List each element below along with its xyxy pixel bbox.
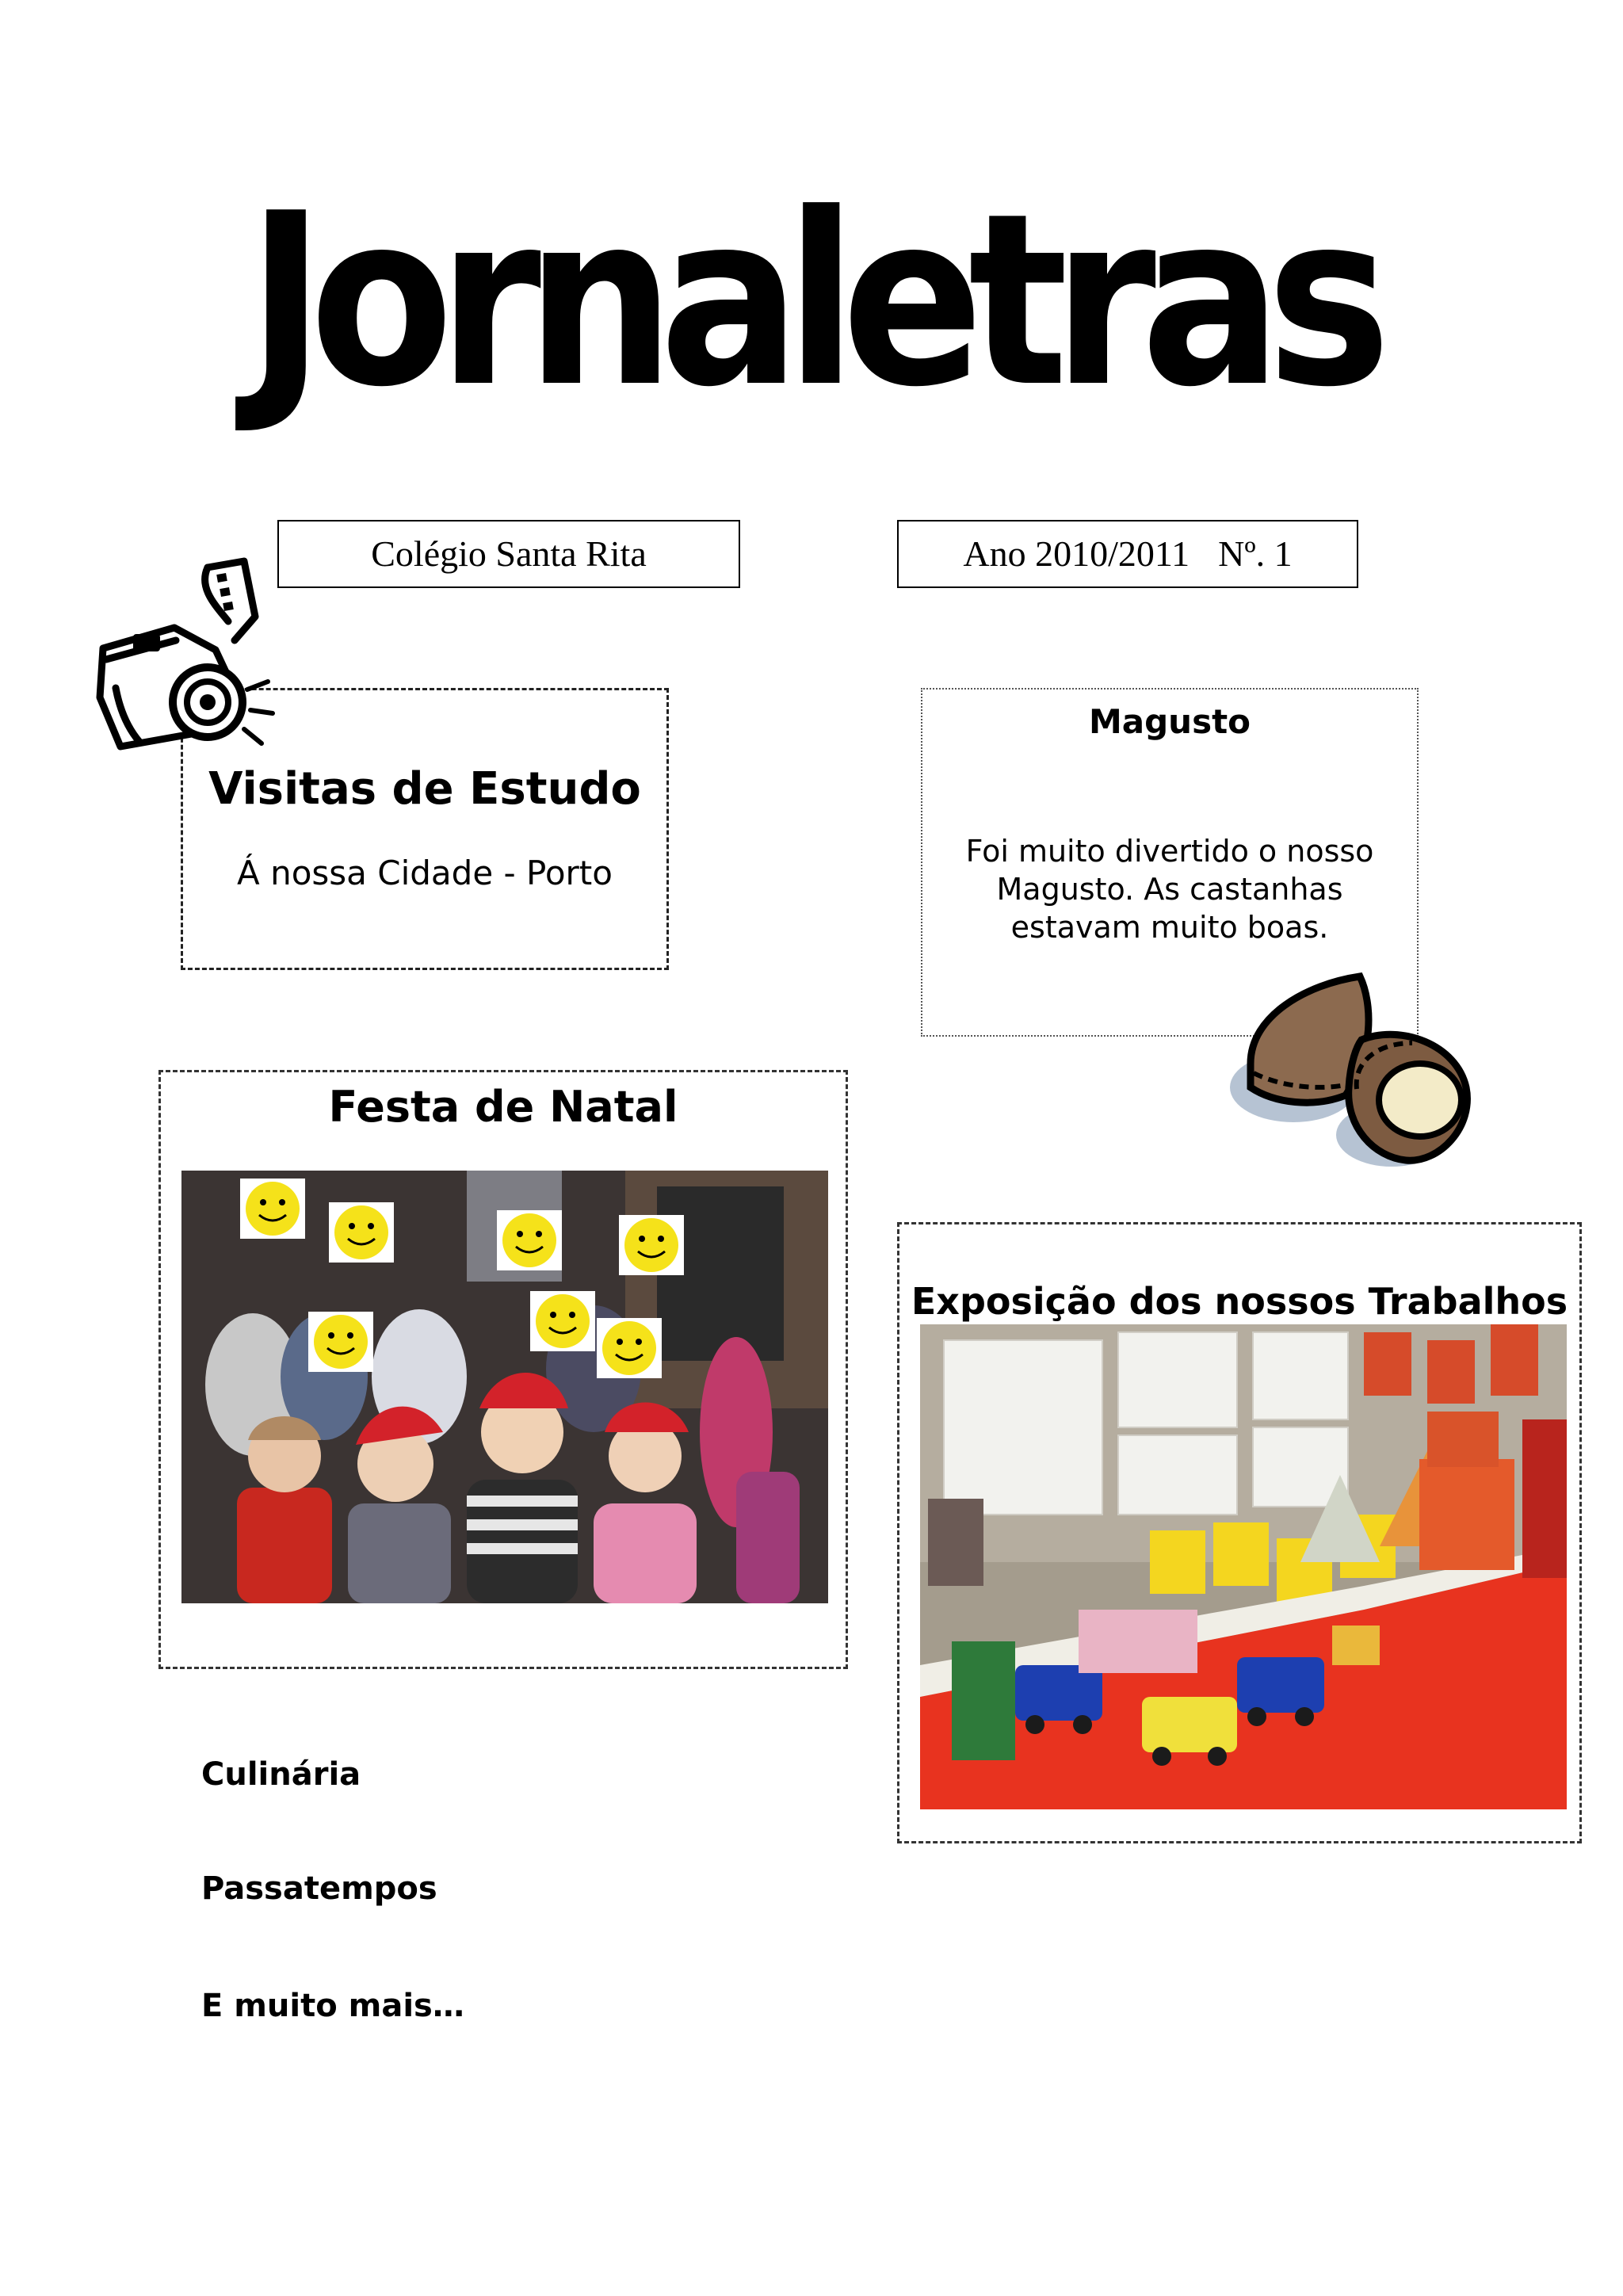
magusto-title: Magusto: [1088, 702, 1251, 741]
magusto-text: Foi muito divertido o nosso Magusto. As castanhas estavam muito boas.: [965, 834, 1374, 945]
camera-icon: [89, 555, 279, 761]
natal-box: [158, 1070, 848, 1669]
teaser-culinaria: Culinária: [201, 1756, 361, 1793]
teaser-mais: E muito mais…: [201, 1988, 464, 2024]
exposicao-title: Exposição dos nossos Trabalhos: [911, 1280, 1568, 1323]
edition-year: Ano 2010/2011: [963, 533, 1190, 574]
school-box: [277, 520, 740, 588]
chestnut-icon: [1219, 968, 1488, 1175]
exposicao-photo: [920, 1324, 1567, 1809]
exposicao-box: [897, 1222, 1582, 1843]
visitas-subtitle: Á nossa Cidade - Porto: [237, 854, 613, 892]
natal-photo: [181, 1171, 828, 1603]
natal-title: Festa de Natal: [328, 1082, 678, 1132]
school-name: Colégio Santa Rita: [371, 533, 647, 574]
masthead-title: Jornaletras: [246, 162, 1377, 439]
edition-box: [897, 520, 1358, 588]
teaser-passatempos: Passatempos: [201, 1870, 437, 1907]
edition-number: Nº. 1: [1218, 533, 1293, 574]
visitas-title: Visitas de Estudo: [208, 763, 641, 815]
